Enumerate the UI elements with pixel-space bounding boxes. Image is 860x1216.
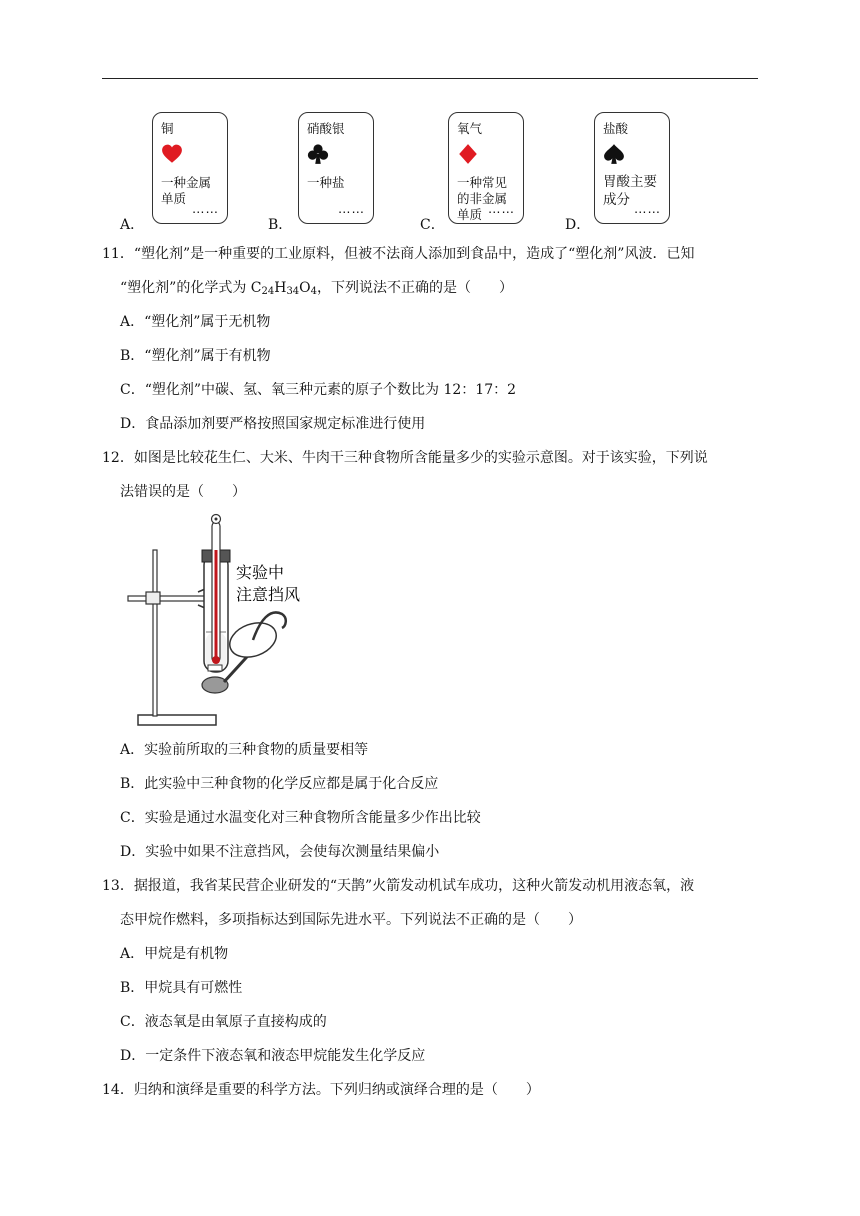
card-description: 一种盐	[307, 175, 345, 190]
card-option-c[interactable]	[448, 112, 524, 224]
card-option-b[interactable]	[298, 112, 374, 224]
card-description: 一种常见的非金属单质	[457, 175, 508, 222]
card-title: 氧气	[457, 121, 483, 136]
q11-stem-line1: 11．“塑化剂”是一种重要的工业原料，但被不法商人添加到食品中，造成了“塑化剂”风波．已知	[102, 246, 695, 262]
q11-option-c[interactable]: C．“塑化剂”中碳、氢、氧三种元素的原子个数比为 12：17：2	[120, 382, 517, 398]
q11-option-a[interactable]: A．“塑化剂”属于无机物	[120, 314, 271, 330]
diamond-icon	[457, 143, 479, 165]
header-rule	[102, 78, 758, 79]
q12-option-c[interactable]: C．实验是通过水温变化对三种食物所含能量多少作出比较	[120, 810, 481, 826]
option-b-letter: B．	[268, 217, 293, 233]
q14-stem-line1: 14．归纳和演绎是重要的科学方法。下列归纳或演绎合理的是（ ）	[102, 1082, 540, 1098]
clamp-arm	[128, 596, 206, 601]
q12-stem-line1: 12．如图是比较花生仁、大米、牛肉干三种食物所含能量多少的实验示意图。对于该实验，下列说	[102, 450, 708, 466]
card-option-d[interactable]	[594, 112, 670, 224]
card-title: 铜	[161, 121, 174, 136]
q13-stem-line2: 态甲烷作燃料，多项指标达到国际先进水平。下列说法不正确的是（ ）	[120, 912, 582, 928]
option-a-letter: A．	[120, 217, 145, 233]
card-title: 盐酸	[603, 121, 629, 136]
q13-option-a[interactable]: A．甲烷是有机物	[120, 946, 229, 962]
card-ellipsis: ……	[192, 201, 219, 216]
figure-label-line1: 实验中	[236, 563, 285, 582]
figure-label-line2: 注意挡风	[236, 585, 301, 604]
card-description: 一种金属单质	[161, 175, 212, 206]
card-ellipsis: ……	[488, 201, 515, 216]
q12-option-b[interactable]: B．此实验中三种食物的化学反应都是属于化合反应	[120, 776, 439, 792]
q13-stem-line1: 13．据报道，我省某民营企业研发的“天鹊”火箭发动机试车成功，这种火箭发动机用液态氧，液	[102, 878, 695, 894]
option-d-letter: D．	[565, 217, 591, 233]
spade-icon	[603, 143, 625, 165]
experiment-figure	[120, 510, 320, 730]
card-description: 胃酸主要成分	[603, 174, 657, 208]
stand-rod	[153, 550, 157, 716]
q13-option-d[interactable]: D．一定条件下液态氧和液态甲烷能发生化学反应	[120, 1048, 426, 1064]
q12-option-a[interactable]: A．实验前所取的三种食物的质量要相等	[120, 742, 369, 758]
club-icon	[307, 143, 329, 165]
card-title: 硝酸银	[307, 121, 345, 136]
clamp-boss	[146, 592, 160, 604]
card-option-a[interactable]	[152, 112, 228, 224]
heart-icon	[161, 143, 183, 165]
q13-option-b[interactable]: B．甲烷具有可燃性	[120, 980, 243, 996]
food-sample	[202, 677, 228, 693]
q12-stem-line2: 法错误的是（ ）	[120, 484, 246, 500]
card-ellipsis: ……	[338, 201, 365, 216]
q13-option-c[interactable]: C．液态氧是由氧原子直接构成的	[120, 1014, 327, 1030]
q12-option-d[interactable]: D．实验中如果不注意挡风，会使每次测量结果偏小	[120, 844, 440, 860]
option-c-letter: C．	[420, 217, 445, 233]
q11-stem-line2: “塑化剂”的化学式为 $C_{24}H_{34}O_4$，下列说法不正确的是（ ）	[120, 280, 514, 297]
stand-base	[138, 715, 216, 725]
q11-option-d[interactable]: D．食品添加剂要严格按照国家规定标准进行使用	[120, 416, 426, 432]
q11-option-b[interactable]: B．“塑化剂”属于有机物	[120, 348, 271, 364]
card-ellipsis: ……	[634, 201, 661, 216]
